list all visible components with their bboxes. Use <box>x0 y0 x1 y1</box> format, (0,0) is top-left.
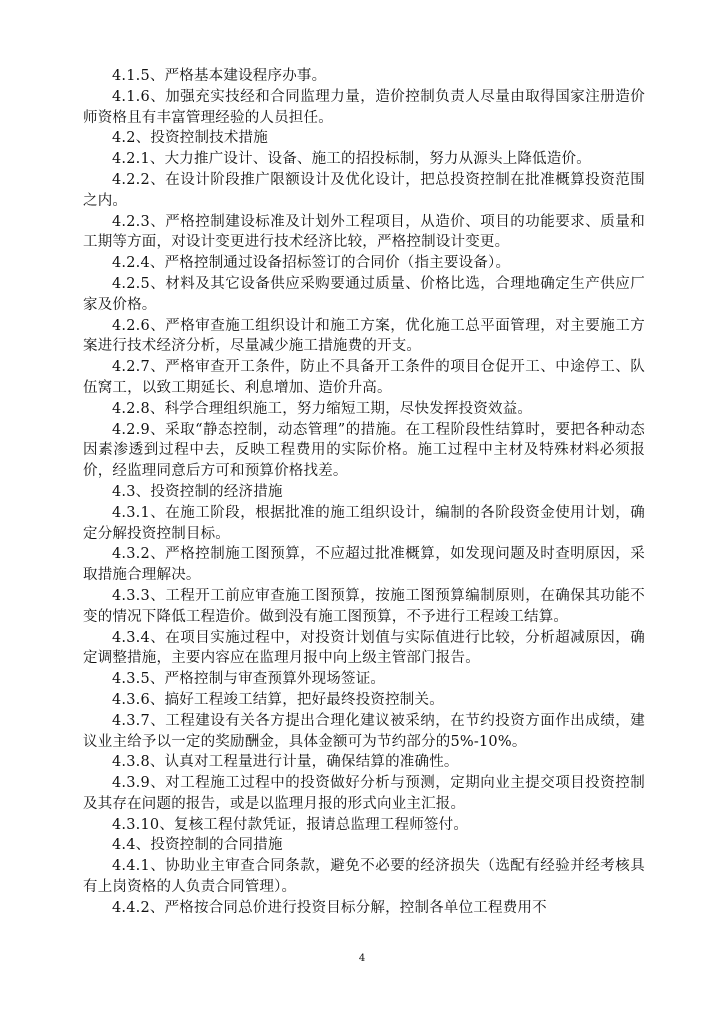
paragraph-4-1-5: 4.1.5、严格基本建设程序办事。 <box>112 68 327 84</box>
section-heading-4-3: 4.3、投资控制的经济措施 <box>112 483 283 500</box>
paragraph-4-2-2: 4.2.2、在设计阶段推广限额设计及优化设计，把总投资控制在批准概算投资范围之内。 <box>83 171 645 209</box>
paragraph-4-3-8: 4.3.8、认真对工程量进行计量，确保结算的准确性。 <box>112 754 459 771</box>
paragraph-4-4-1: 4.4.1、协助业主审查合同条款，避免不必要的经济损失（选配有经验并经考核具有上岗资格的人负责合同管理）。 <box>83 858 645 896</box>
paragraph-4-3-6: 4.3.6、搞好工程竣工结算，把好最终投资控制关。 <box>112 691 444 708</box>
paragraph-4-3-2: 4.3.2、严格控制施工图预算，不应超过批准概算，如发现问题及时查明原因，采取措施合理解决。 <box>83 546 645 584</box>
paragraph-4-2-4: 4.2.4、严格控制通过设备招标签订的合同价（指主要设备）。 <box>112 255 511 272</box>
section-heading-4-4: 4.4、投资控制的合同措施 <box>112 837 283 854</box>
paragraph-4-1-6: 4.1.6、加强充实技经和合同监理力量，造价控制负责人尽量由取得国家注册造价师资格且有丰富管理经验的人员担任。 <box>83 88 645 126</box>
paragraph-4-2-6: 4.2.6、严格审查施工组织设计和施工方案，优化施工总平面管理，对主要施工方案进行技术经济分析，尽量减少施工措施费的开支。 <box>83 317 645 355</box>
paragraph-4-2-5: 4.2.5、材料及其它设备供应采购要通过质量、价格比选，合理地确定生产供应厂家及价格。 <box>83 275 645 313</box>
paragraph-4-3-10: 4.3.10、复核工程付款凭证，报请总监理工程师签付。 <box>112 816 469 833</box>
paragraph-4-3-1: 4.3.1、在施工阶段，根据批准的施工组织设计，编制的各阶段资金使用计划，确定分解投资控制目标。 <box>83 504 645 542</box>
paragraph-4-2-1: 4.2.1、大力推广设计、设备、施工的招投标制，努力从源头上降低造价。 <box>112 151 591 168</box>
document-body <box>83 66 645 919</box>
paragraph-4-3-5: 4.3.5、严格控制与审查预算外现场签证。 <box>112 671 386 688</box>
paragraph-4-2-8: 4.2.8、科学合理组织施工，努力缩短工期，尽快发挥投资效益。 <box>112 400 533 417</box>
paragraph-4-3-9: 4.3.9、对工程施工过程中的投资做好分析与预测，定期向业主提交项目投资控制及其存在问题的报告，或是以监理月报的形式向业主汇报。 <box>83 775 645 812</box>
paragraph-4-3-3: 4.3.3、工程开工前应审查施工图预算，按施工图预算编制原则，在确保其功能不变的情况下降低工程造价。做到没有施工图预算，不予进行工程竣工结算。 <box>83 587 645 625</box>
paragraph-4-2-3: 4.2.3、严格控制建设标准及计划外工程项目，从造价、项目的功能要求、质量和工期等方面，对设计变更进行技术经济比较，严格控制设计变更。 <box>83 213 645 251</box>
paragraph-4-3-7: 4.3.7、工程建设有关各方提出合理化建议被采纳，在节约投资方面作出成绩，建议业主给予以一定的奖励酬金，具体金额可为节约部分的5%-10%。 <box>83 712 645 750</box>
page-number: 4 <box>358 953 366 964</box>
paragraph-4-2-9: 4.2.9、采取“静态控制，动态管理”的措施。在工程阶段性结算时，要把各种动态因素渗透到过程中去，反映工程费用的实际价格。施工过程中主材及特殊材料必须报价，经监理同意后方可和预算价格找差。 <box>83 421 645 480</box>
paragraph-4-3-4: 4.3.4、在项目实施过程中，对投资计划值与实际值进行比较，分析超减原因，确定调整措施，主要内容应在监理月报中向上级主管部门报告。 <box>83 629 645 667</box>
section-heading-4-2: 4.2、投资控制技术措施 <box>112 130 268 147</box>
paragraph-4-4-2: 4.4.2、严格按合同总价进行投资目标分解，控制各单位工程费用不 <box>112 899 547 916</box>
paragraph-4-2-7: 4.2.7、严格审查开工条件，防止不具备开工条件的项目仓促开工、中途停工、队伍窝工，以致工期延长、利息增加、造价升高。 <box>83 359 645 396</box>
